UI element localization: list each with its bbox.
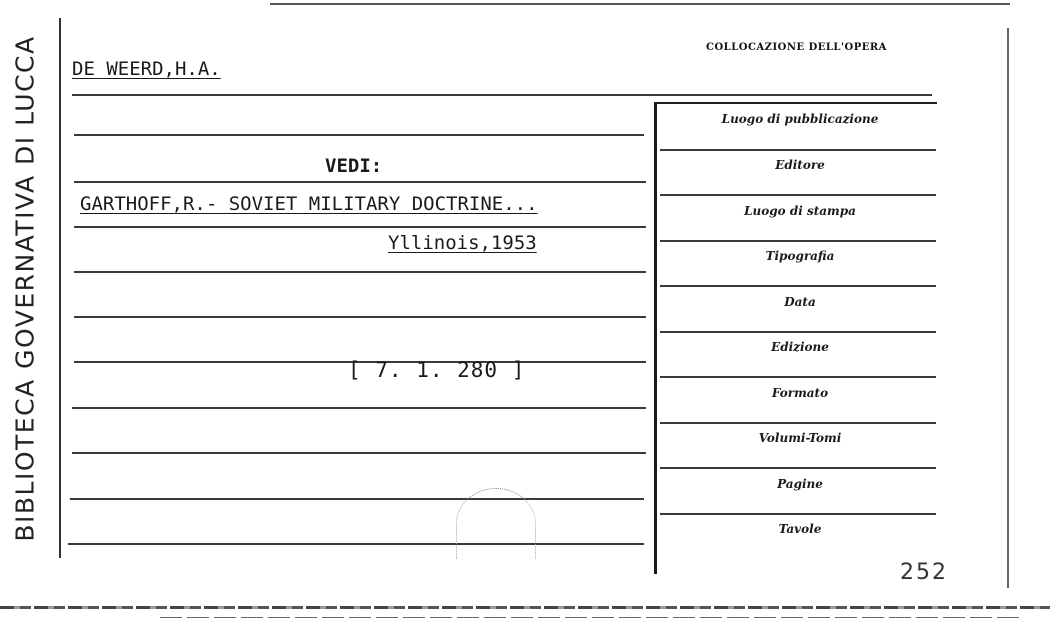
ruled-line: [68, 543, 644, 545]
panel-rule: [660, 194, 936, 196]
card-top-edge: [270, 3, 1010, 5]
field-edition: Edizione: [771, 340, 829, 354]
ruled-line: [74, 271, 646, 273]
reference-place-year: Yllinois,1953: [388, 232, 537, 254]
field-date: Data: [784, 295, 816, 309]
ruled-line: [74, 316, 646, 318]
left-margin-rule: [59, 18, 61, 558]
card-right-edge: [1007, 28, 1009, 588]
card-bottom-edge: [0, 606, 1050, 609]
field-plates: Tavole: [778, 522, 822, 536]
panel-rule: [660, 513, 936, 515]
panel-rule: [660, 467, 936, 469]
panel-rule: [660, 149, 936, 151]
field-place-of-printing: Luogo di stampa: [744, 204, 856, 218]
field-format: Formato: [771, 386, 829, 400]
field-publisher: Editore: [775, 158, 825, 172]
ruled-line: [72, 452, 646, 454]
panel-rule: [660, 376, 936, 378]
card-bottom-edge-secondary: [160, 617, 1020, 618]
shelfmark: [ 7. 1. 280 ]: [348, 358, 526, 382]
ruled-line: [70, 498, 644, 500]
panel-rule: [660, 331, 936, 333]
ruled-line: [74, 134, 644, 136]
punch-hole: [456, 488, 536, 559]
field-volumes: Volumi-Tomi: [758, 431, 842, 445]
ruled-line: [72, 94, 932, 96]
main-heading: DE WEERD,H.A.: [72, 58, 221, 80]
see-label: VEDI:: [325, 155, 383, 177]
library-label-container: [2, 8, 48, 568]
panel-header: COLLOCAZIONE DELL'OPERA: [706, 42, 887, 53]
panel-rule: [660, 240, 936, 242]
field-pages: Pagine: [777, 477, 823, 491]
ruled-line: [72, 407, 646, 409]
marginal-number: 252: [900, 560, 948, 585]
ruled-line: [74, 181, 646, 183]
panel-rule: [660, 422, 936, 424]
field-printer: Tipografia: [765, 249, 835, 263]
panel-rule: [660, 285, 936, 287]
description-panel: [654, 102, 937, 574]
library-label: BIBLIOTECA GOVERNATIVA DI LUCCA: [10, 34, 40, 542]
reference-author-title: GARTHOFF,R.- SOVIET MILITARY DOCTRINE...: [80, 193, 538, 215]
field-place-of-publication: Luogo di pubblicazione: [721, 112, 879, 126]
ruled-line: [74, 226, 646, 228]
